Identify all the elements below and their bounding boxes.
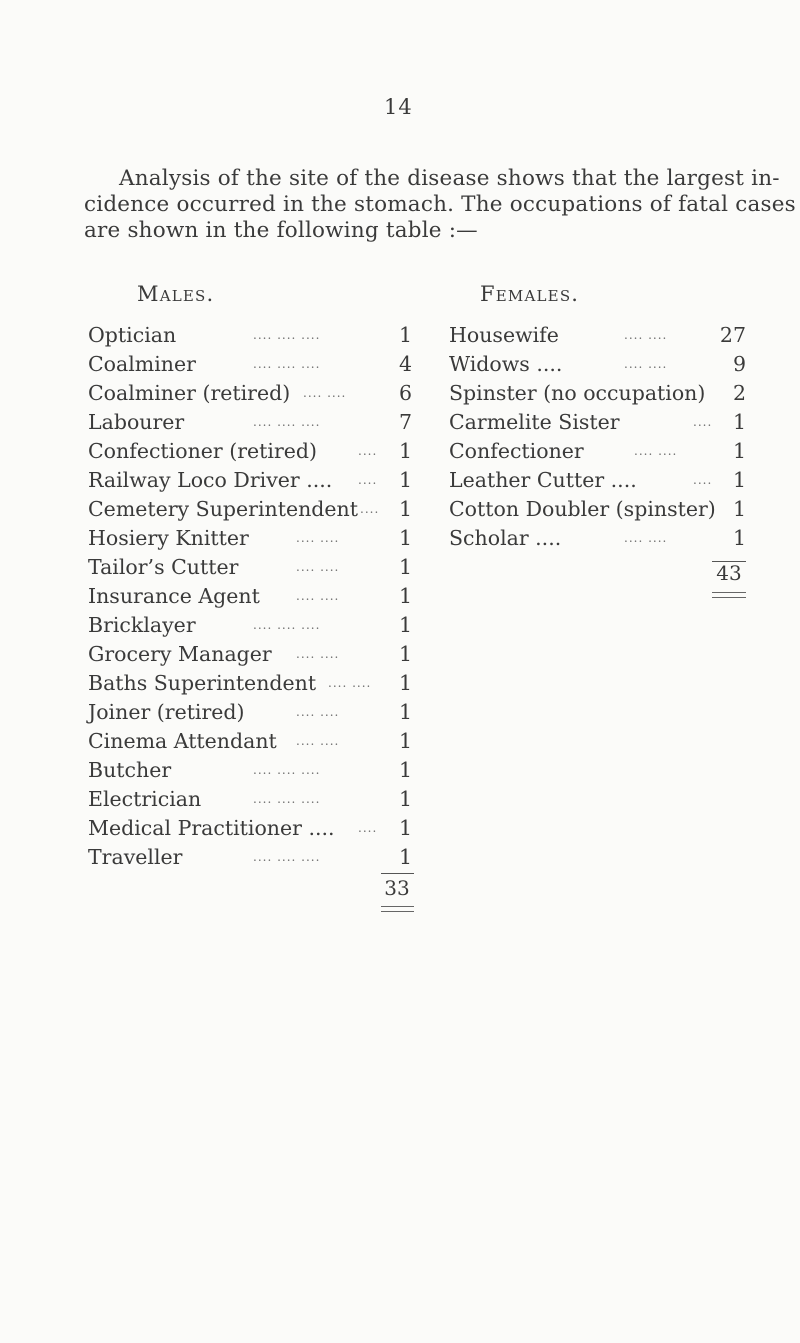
dot-leader: .... .... .... — [253, 850, 321, 864]
females-total: 43 — [716, 561, 742, 585]
occupation-label: Butcher — [88, 758, 172, 782]
case-count: 9 — [732, 352, 746, 376]
dot-leader: .... — [358, 473, 378, 487]
table-row — [88, 814, 412, 843]
case-count: 1 — [398, 584, 412, 608]
case-count: 6 — [398, 381, 412, 405]
case-count: 1 — [398, 642, 412, 666]
males-total: 33 — [384, 876, 410, 900]
table-row — [88, 350, 412, 379]
occupation-label: Cinema Attendant — [88, 729, 277, 753]
dot-leader: .... — [358, 821, 378, 835]
case-count: 1 — [398, 729, 412, 753]
dot-leader: .... — [693, 415, 713, 429]
occupation-label: Carmelite Sister — [449, 410, 620, 434]
occupation-label: Confectioner — [449, 439, 584, 463]
case-count: 1 — [732, 439, 746, 463]
table-row — [88, 495, 412, 524]
males-table — [88, 321, 412, 872]
dot-leader: .... .... — [296, 734, 340, 748]
case-count: 4 — [398, 352, 412, 376]
dot-leader: .... .... — [296, 647, 340, 661]
occupation-label: Hosiery Knitter — [88, 526, 249, 550]
occupation-label: Medical Practitioner .... — [88, 816, 335, 840]
males-heading: Males. — [137, 282, 215, 306]
dot-leader: .... .... .... — [253, 357, 321, 371]
dot-leader: .... .... — [296, 560, 340, 574]
case-count: 1 — [398, 439, 412, 463]
case-count: 1 — [398, 497, 412, 521]
case-count: 1 — [732, 468, 746, 492]
intro-paragraph — [84, 166, 796, 244]
table-row — [88, 437, 412, 466]
table-row — [449, 321, 746, 350]
case-count: 2 — [732, 381, 746, 405]
dot-leader: .... .... .... — [253, 618, 321, 632]
dot-leader: .... .... — [296, 705, 340, 719]
dot-leader: .... .... .... — [253, 763, 321, 777]
table-row — [88, 756, 412, 785]
occupation-label: Leather Cutter .... — [449, 468, 637, 492]
dot-leader: .... .... — [624, 531, 668, 545]
occupation-label: Bricklayer — [88, 613, 196, 637]
case-count: 1 — [398, 555, 412, 579]
dot-leader: .... .... — [296, 531, 340, 545]
table-row — [449, 466, 746, 495]
table-row — [88, 843, 412, 872]
intro-line-2: cidence occurred in the stomach. The occupations of fatal cases — [84, 192, 796, 217]
table-row — [449, 350, 746, 379]
dot-leader: .... .... — [303, 386, 347, 400]
occupation-label: Joiner (retired) — [88, 700, 245, 724]
table-row — [88, 669, 412, 698]
case-count: 1 — [398, 845, 412, 869]
occupation-label: Baths Superintendent — [88, 671, 317, 695]
females-table — [449, 321, 746, 553]
case-count: 27 — [719, 323, 746, 347]
case-count: 1 — [398, 526, 412, 550]
occupation-label: Traveller — [88, 845, 183, 869]
case-count: 1 — [398, 323, 412, 347]
dot-leader: .... — [693, 473, 713, 487]
table-row — [88, 698, 412, 727]
dot-leader: .... .... .... — [253, 328, 321, 342]
table-row — [88, 611, 412, 640]
occupation-label: Optician — [88, 323, 177, 347]
intro-line-3: are shown in the following table :— — [84, 218, 478, 243]
dot-leader: .... .... — [624, 328, 668, 342]
occupation-label: Coalminer — [88, 352, 196, 376]
table-row — [88, 466, 412, 495]
males-total-double-rule — [381, 906, 414, 912]
occupation-label: Spinster (no occupation) — [449, 381, 706, 405]
occupation-label: Labourer — [88, 410, 185, 434]
case-count: 1 — [398, 787, 412, 811]
dot-leader: .... .... — [328, 676, 372, 690]
table-row — [88, 553, 412, 582]
case-count: 1 — [732, 526, 746, 550]
females-total-double-rule — [712, 592, 746, 598]
dot-leader: .... — [358, 444, 378, 458]
case-count: 7 — [398, 410, 412, 434]
case-count: 1 — [398, 816, 412, 840]
dot-leader: .... .... — [296, 589, 340, 603]
table-row — [88, 379, 412, 408]
occupation-label: Confectioner (retired) — [88, 439, 317, 463]
table-row — [449, 408, 746, 437]
occupation-label: Housewife — [449, 323, 559, 347]
table-row — [88, 582, 412, 611]
table-row — [88, 321, 412, 350]
case-count: 1 — [398, 613, 412, 637]
case-count: 1 — [398, 758, 412, 782]
table-row — [88, 785, 412, 814]
table-row — [88, 727, 412, 756]
page-number: 14 — [384, 95, 413, 119]
case-count: 1 — [732, 497, 746, 521]
occupation-label: Tailor’s Cutter — [88, 555, 239, 579]
case-count: 1 — [398, 700, 412, 724]
table-row — [88, 408, 412, 437]
dot-leader: .... .... — [634, 444, 678, 458]
case-count: 1 — [732, 410, 746, 434]
table-row — [88, 640, 412, 669]
table-row — [88, 524, 412, 553]
table-row — [449, 437, 746, 466]
occupation-label: Cotton Doubler (spinster) — [449, 497, 716, 521]
males-total-rule — [381, 873, 414, 874]
table-row — [449, 495, 746, 524]
occupation-label: Insurance Agent — [88, 584, 260, 608]
females-heading: Females. — [480, 282, 580, 306]
case-count: 1 — [398, 468, 412, 492]
case-count: 1 — [398, 671, 412, 695]
dot-leader: .... .... .... — [253, 792, 321, 806]
occupation-label: Railway Loco Driver .... — [88, 468, 333, 492]
dot-leader: .... .... .... — [253, 415, 321, 429]
table-row — [449, 379, 746, 408]
occupation-label: Scholar .... — [449, 526, 562, 550]
table-row — [449, 524, 746, 553]
occupation-label: Coalminer (retired) — [88, 381, 291, 405]
occupation-label: Grocery Manager — [88, 642, 272, 666]
intro-line-1: Analysis of the site of the disease shows that the largest in- — [119, 166, 780, 191]
occupation-label: Cemetery Superintendent — [88, 497, 358, 521]
dot-leader: .... .... — [624, 357, 668, 371]
occupation-label: Electrician — [88, 787, 202, 811]
occupation-label: Widows .... — [449, 352, 563, 376]
dot-leader: .... — [360, 502, 380, 516]
